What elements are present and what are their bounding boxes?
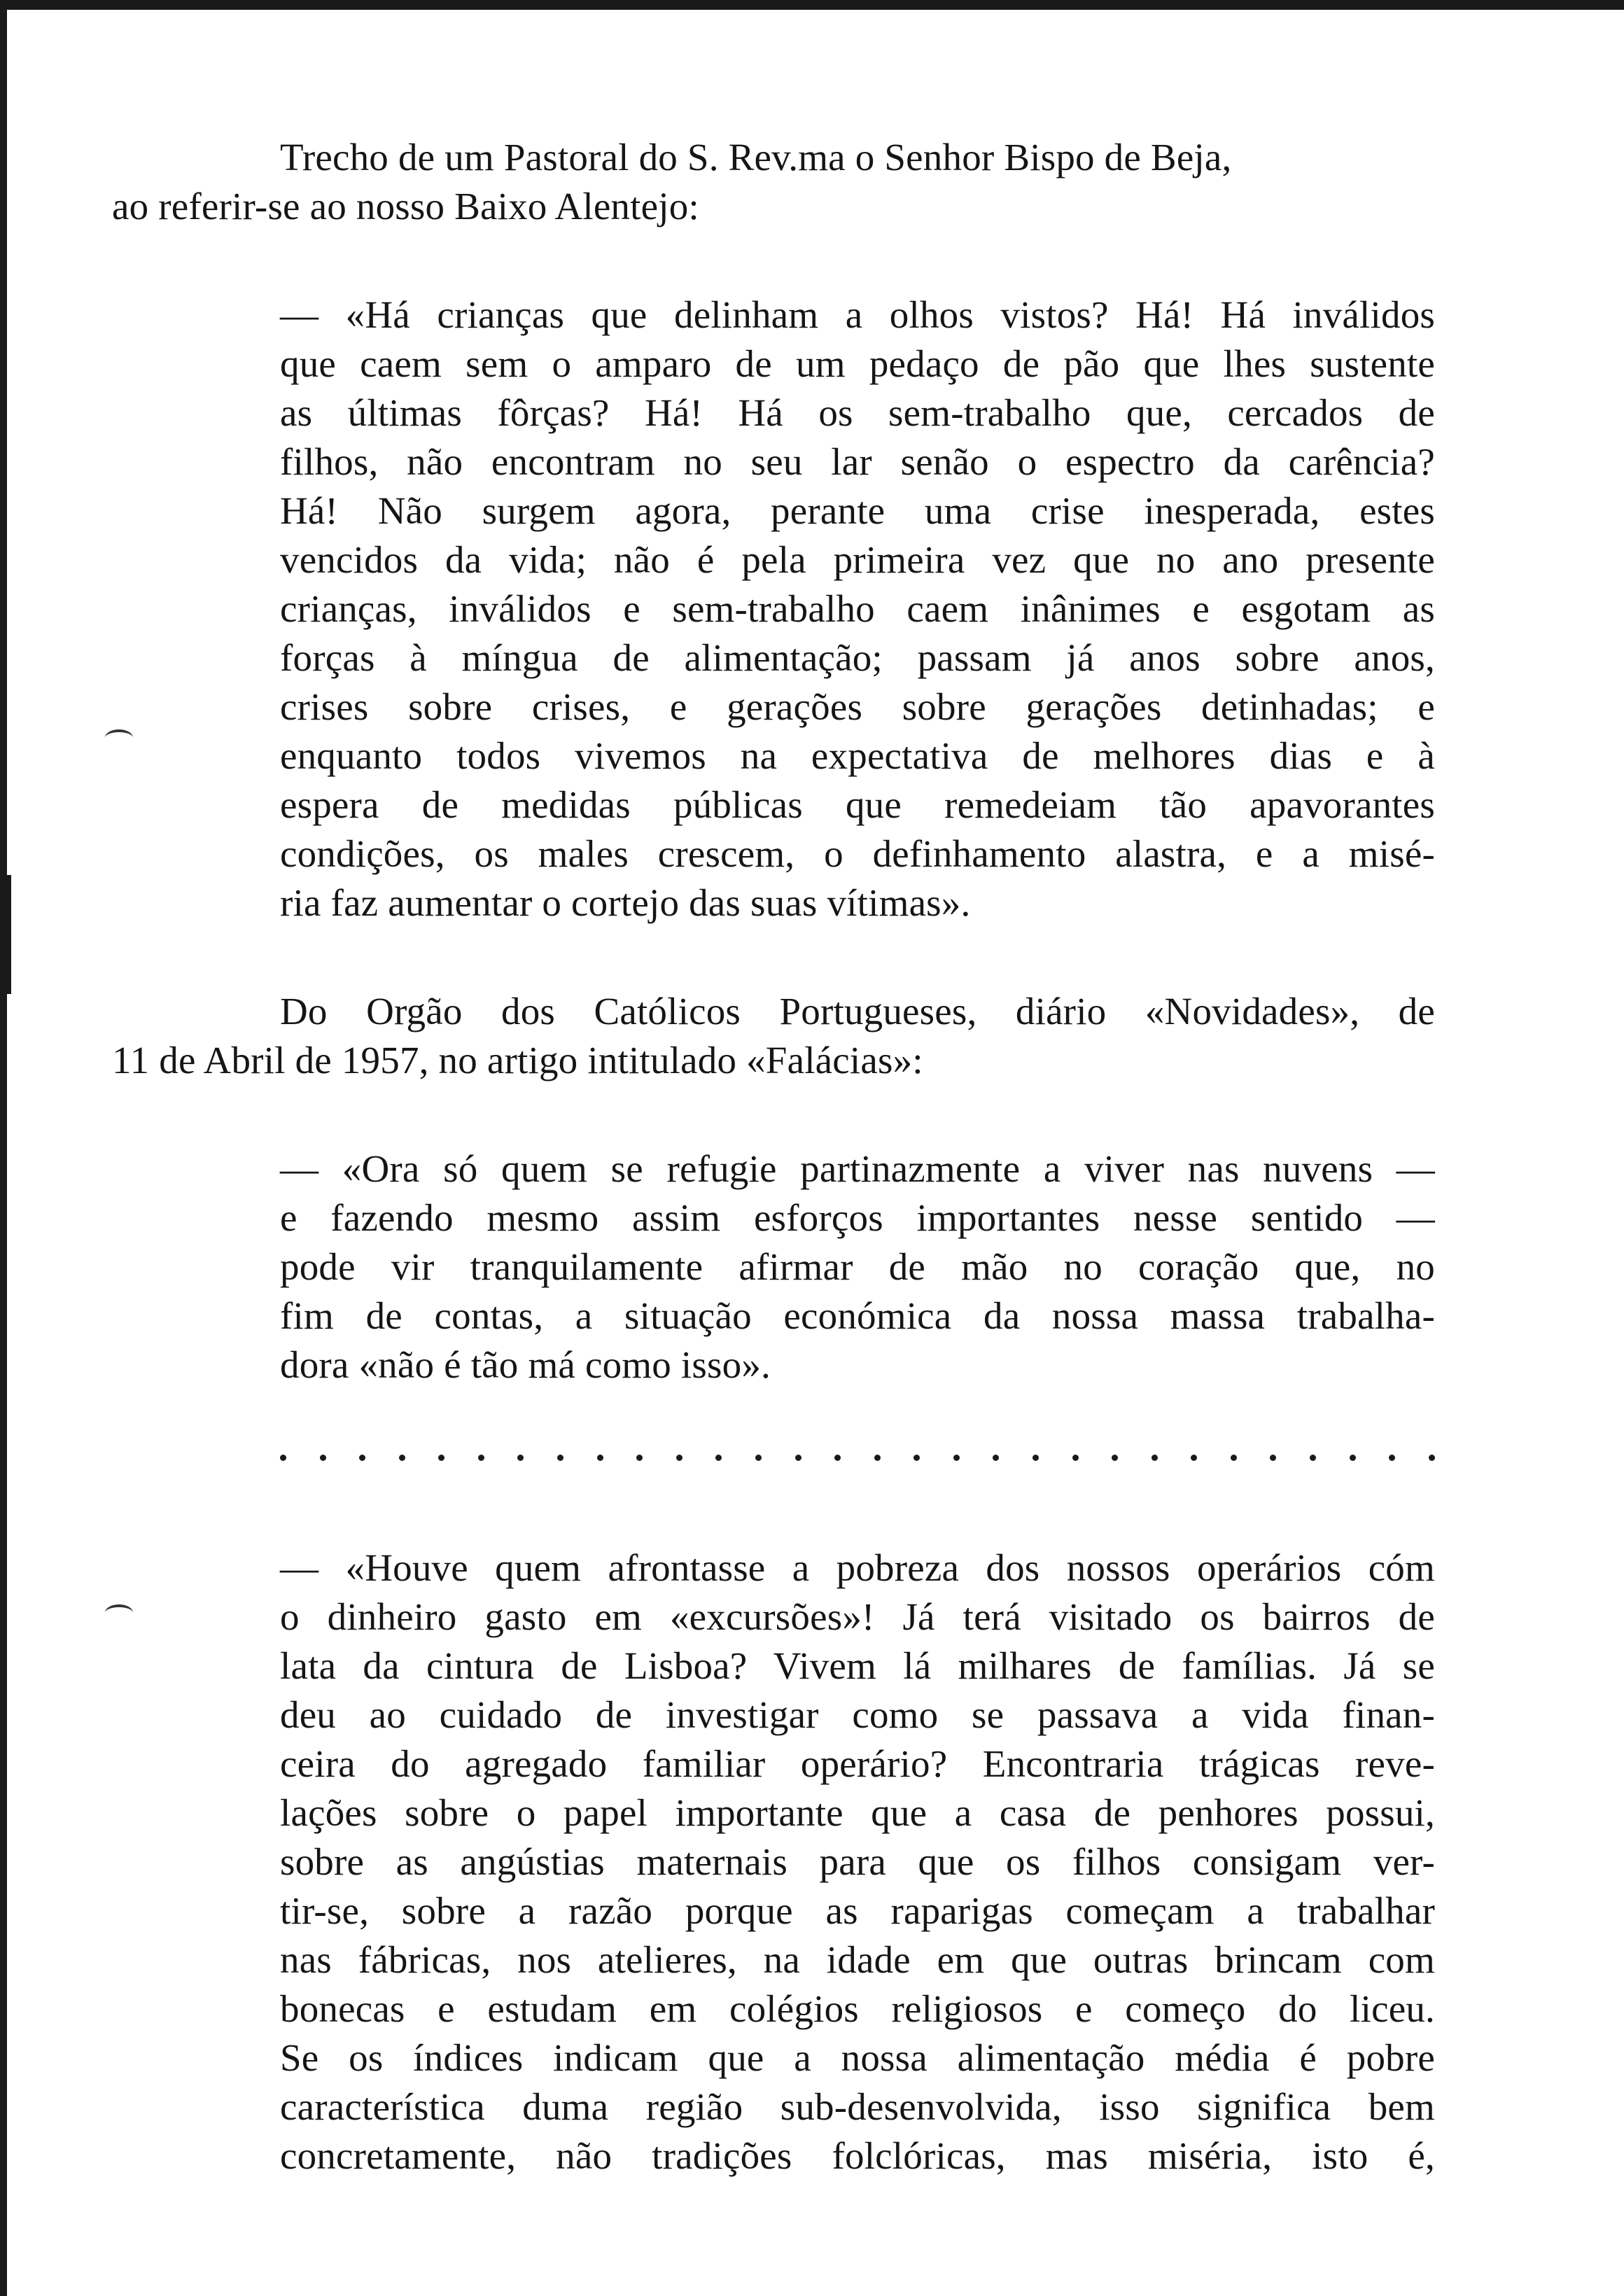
text-line: característica duma região sub-desenvolvida, isso significa bem — [280, 2085, 1435, 2128]
separator-dot — [636, 1455, 643, 1461]
margin-mark — [105, 1604, 133, 1621]
separator-dot — [1112, 1455, 1118, 1461]
text-line: Há! Não surgem agora, perante uma crise inesperada, estes — [280, 489, 1435, 532]
text-line: deu ao cuidado de investigar como se passava a vida finan- — [280, 1693, 1435, 1736]
scan-edge-left — [0, 0, 7, 2296]
text-line: e fazendo mesmo assim esforços importantes nesse sentido — — [280, 1196, 1435, 1239]
separator-dot — [874, 1455, 881, 1461]
text-line: Trecho de um Pastoral do S. Rev.ma o Senhor Bispo de Beja, — [280, 136, 1232, 178]
separator-dot — [1270, 1455, 1276, 1461]
text-line: — «Ora só quem se refugie partinazmente a viver nas nuvens — — [280, 1147, 1435, 1190]
text-line: crises sobre crises, e gerações sobre gerações detinhadas; e — [280, 685, 1435, 728]
text-line: sobre as angústias maternais para que os filhos consigam ver- — [280, 1840, 1435, 1883]
text-line: — «Há crianças que delinham a olhos vistos? Há! Há inválidos — [280, 293, 1435, 336]
separator-dot — [1350, 1455, 1356, 1461]
separator-dot — [755, 1455, 762, 1461]
separator-dot — [517, 1455, 524, 1461]
text-line: as últimas fôrças? Há! Há os sem-trabalho que, cercados de — [280, 391, 1435, 434]
separator-dot — [320, 1455, 326, 1461]
separator-dot — [795, 1455, 802, 1461]
separator-dot — [676, 1455, 682, 1461]
text-line: ceira do agregado familiar operário? Encontraria trágicas reve- — [280, 1742, 1435, 1785]
separator-dot — [1389, 1455, 1395, 1461]
separator-dot — [438, 1455, 444, 1461]
text-line: tir-se, sobre a razão porque as raparigas começam a trabalhar — [280, 1889, 1435, 1932]
scan-edge-top — [0, 0, 1624, 10]
text-line: nas fábricas, nos atelieres, na idade em que outras brincam com — [280, 1938, 1435, 1981]
separator-dot — [1032, 1455, 1039, 1461]
separator-dot — [1152, 1455, 1158, 1461]
ellipsis-separator — [280, 1443, 1435, 1471]
text-line: que caem sem o amparo de um pedaço de pão que lhes sustente — [280, 342, 1435, 385]
text-line: Se os índices indicam que a nossa alimentação média é pobre — [280, 2036, 1435, 2079]
text-line: enquanto todos vivemos na expectativa de melhores dias e à — [280, 734, 1435, 777]
separator-dot — [280, 1455, 286, 1461]
text-line: bonecas e estudam em colégios religiosos e começo do liceu. — [280, 1987, 1435, 2030]
separator-dot — [1072, 1455, 1079, 1461]
separator-dot — [953, 1455, 960, 1461]
separator-dot — [993, 1455, 999, 1461]
separator-dot — [715, 1455, 722, 1461]
text-line: fim de contas, a situação económica da nossa massa trabalha- — [280, 1294, 1435, 1337]
text-line: pode vir tranquilamente afirmar de mão no coração que, no — [280, 1245, 1435, 1288]
separator-dot — [834, 1455, 841, 1461]
text-line: crianças, inválidos e sem-trabalho caem inânimes e esgotam as — [280, 587, 1435, 630]
margin-mark — [105, 729, 133, 746]
text-line: vencidos da vida; não é pela primeira vez que no ano presente — [280, 538, 1435, 581]
text-line: lações sobre o papel importante que a casa de penhores possui, — [280, 1791, 1435, 1834]
text-line: Do Orgão dos Católicos Portugueses, diário «Novidades», de — [280, 990, 1435, 1032]
text-line: ria faz aumentar o cortejo das suas vítimas». — [280, 881, 971, 924]
separator-dot — [478, 1455, 484, 1461]
text-line: dora «não é tão má como isso». — [280, 1343, 771, 1386]
text-line: 11 de Abril de 1957, no artigo intitulado «Falácias»: — [112, 1039, 923, 1082]
text-line: forças à míngua de alimentação; passam já anos sobre anos, — [280, 636, 1435, 679]
separator-dot — [557, 1455, 564, 1461]
separator-dot — [1231, 1455, 1237, 1461]
separator-dot — [1429, 1455, 1435, 1461]
text-line: filhos, não encontram no seu lar senão o espectro da carência? — [280, 440, 1435, 483]
text-line: ao referir-se ao nosso Baixo Alentejo: — [112, 185, 699, 227]
separator-dot — [913, 1455, 920, 1461]
scan-edge-mark — [0, 875, 11, 994]
text-line: concretamente, não tradições folclóricas, mas miséria, isto é, — [280, 2134, 1435, 2177]
text-line: condições, os males crescem, o definhamento alastra, e a misé- — [280, 832, 1435, 875]
text-line: lata da cintura de Lisboa? Vivem lá milhares de famílias. Já se — [280, 1644, 1435, 1687]
separator-dot — [1310, 1455, 1316, 1461]
text-line: espera de medidas públicas que remedeiam tão apavorantes — [280, 783, 1435, 826]
text-line: o dinheiro gasto em «excursões»! Já terá visitado os bairros de — [280, 1595, 1435, 1638]
separator-dot — [399, 1455, 405, 1461]
separator-dot — [1191, 1455, 1197, 1461]
text-line: — «Houve quem afrontasse a pobreza dos nossos operários cóm — [280, 1546, 1435, 1589]
separator-dot — [597, 1455, 603, 1461]
separator-dot — [359, 1455, 365, 1461]
